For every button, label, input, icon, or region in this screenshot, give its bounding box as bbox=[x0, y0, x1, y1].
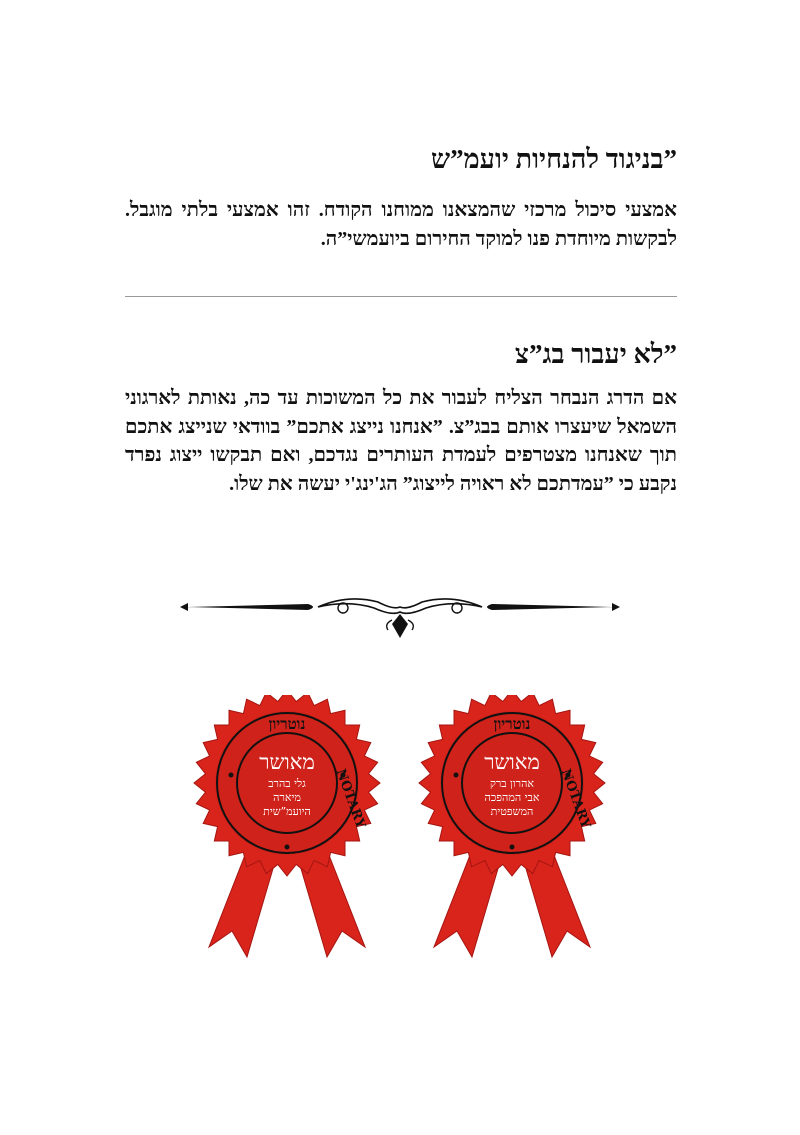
section-1-body: אמצעי סיכול מרכזי שהמצאנו ממוחנו הקודח. זהו אמצעי בלתי מוגבל. לבקשות מיוחדת פנו למוקד החירום ביועמשי”ה. bbox=[125, 199, 677, 250]
section-2-body: אם הדרג הנבחר הצליח לעבור את כל המשוכות עד כה, נאותת לארגוני השמאל שיעצרו אותם בבג”צ. ”אנחנו נייצג אתכם” בוודאי שנייצג אתכם תוך שאנחנו מצטרפים לעמדת העותרים נגדכם, ואם תבקשו ייצוג נפרד נקבע כי ”עמדתכם לא ראויה לייצוג” הג'ינג'י יעשה את שלו. bbox=[125, 387, 677, 495]
notary-seal-1 bbox=[187, 695, 387, 965]
seal-line: אבי המהפכה bbox=[484, 791, 540, 804]
seal-line: היועמ”שית bbox=[263, 805, 311, 818]
seal-side-text: NOTARY bbox=[557, 767, 593, 831]
rosette-icon bbox=[187, 695, 387, 965]
section-1-title: ”בניגוד להנחיות יועמ”ש bbox=[431, 144, 677, 174]
notary-seal-2 bbox=[412, 695, 612, 965]
rosette-icon bbox=[412, 695, 612, 965]
seal-main-text: מאושר bbox=[259, 750, 315, 774]
section-divider bbox=[125, 296, 677, 297]
seal-line: גלי בהרב bbox=[268, 777, 306, 790]
ornament-divider-icon bbox=[178, 590, 622, 644]
seal-main-text: מאושר bbox=[484, 750, 540, 774]
seal-top-text: נוטריון bbox=[493, 715, 531, 733]
seal-side-text: NOTARY bbox=[332, 767, 368, 831]
seal-line: מיארה bbox=[273, 791, 301, 804]
seal-top-text: נוטריון bbox=[268, 715, 306, 733]
section-2-title: ”לא יעבור בג”צ bbox=[514, 339, 677, 369]
seal-line: המשפטית bbox=[490, 805, 534, 818]
seal-line: אהרון ברק bbox=[489, 777, 535, 790]
